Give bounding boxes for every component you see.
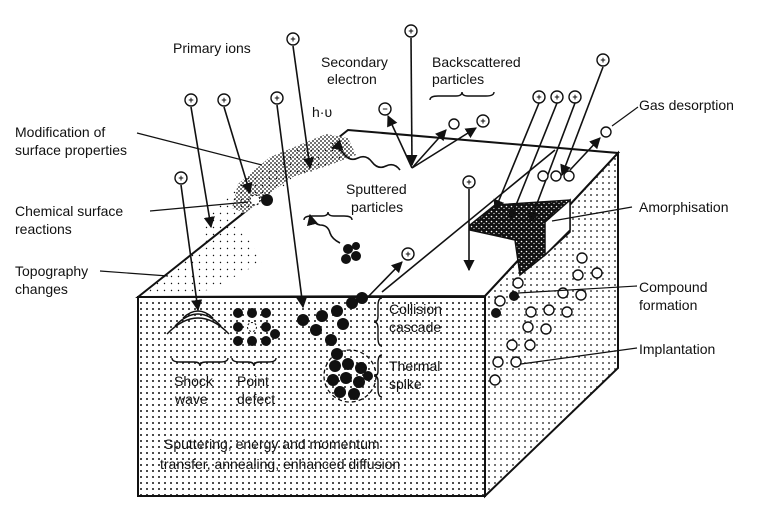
label-implantation: Implantation (639, 341, 716, 357)
label-compound-2: formation (639, 297, 698, 313)
svg-text:+: + (408, 26, 414, 36)
label-backscattered: Backscattered (432, 54, 521, 70)
svg-text:+: + (188, 95, 194, 105)
svg-text:+: + (274, 93, 280, 103)
ion-icon (218, 94, 230, 106)
label-sputtered: Sputtered (346, 181, 407, 197)
svg-text:+: + (405, 249, 411, 259)
label-amorphisation: Amorphisation (639, 199, 729, 215)
ion-icon (271, 92, 283, 104)
svg-text:+: + (480, 116, 486, 126)
label-electron: electron (327, 71, 377, 87)
ion-icon (405, 25, 417, 37)
label-backscattered-particles: particles (432, 71, 485, 87)
svg-text:+: + (466, 177, 472, 187)
ion-icon (463, 176, 475, 188)
label-compound-1: Compound (639, 279, 708, 295)
ion-icon (533, 91, 545, 103)
svg-text:−: − (382, 104, 388, 114)
ion-icon (402, 248, 414, 260)
ion-icon (569, 91, 581, 103)
label-collision-1: Collision (389, 301, 442, 317)
svg-text:+: + (536, 92, 542, 102)
label-topography-2: changes (15, 281, 68, 297)
ion-icon (287, 33, 299, 45)
svg-text:+: + (572, 92, 578, 102)
label-modification-2: surface properties (15, 142, 128, 158)
label-bottom-1: Sputtering, energy and momentum (164, 436, 380, 452)
electron-icon (379, 103, 391, 115)
label-shock-2: wave (175, 391, 208, 407)
label-collision-2: cascade (389, 319, 442, 335)
label-point-2: defect (237, 391, 276, 407)
label-shock-1: Shock (174, 373, 213, 389)
svg-text:+: + (178, 173, 184, 183)
svg-text:+: + (290, 34, 296, 44)
label-point-1: Point (237, 373, 269, 389)
svg-text:+: + (600, 55, 606, 65)
ion-icon (185, 94, 197, 106)
ion-icon (477, 115, 489, 127)
ion-icon (175, 172, 187, 184)
label-chemical-1: Chemical surface (15, 203, 124, 219)
ion-icon (551, 91, 563, 103)
label-bottom-2: transfer, annealing, enhanced diffusion (160, 456, 401, 472)
label-sputtered-particles: particles (351, 199, 404, 215)
label-gas-desorption: Gas desorption (639, 97, 734, 113)
label-modification-1: Modification of (15, 124, 106, 140)
label-chemical-2: reactions (15, 221, 72, 237)
ion-icon (597, 54, 609, 66)
label-hv: h·υ (312, 104, 333, 120)
label-secondary: Secondary (321, 54, 388, 70)
svg-text:+: + (554, 92, 560, 102)
label-primary-ions: Primary ions (173, 40, 251, 56)
label-topography-1: Topography (15, 263, 89, 279)
label-thermal-1: Thermal (389, 358, 441, 374)
svg-text:+: + (221, 95, 227, 105)
label-thermal-2: spike (389, 376, 422, 392)
